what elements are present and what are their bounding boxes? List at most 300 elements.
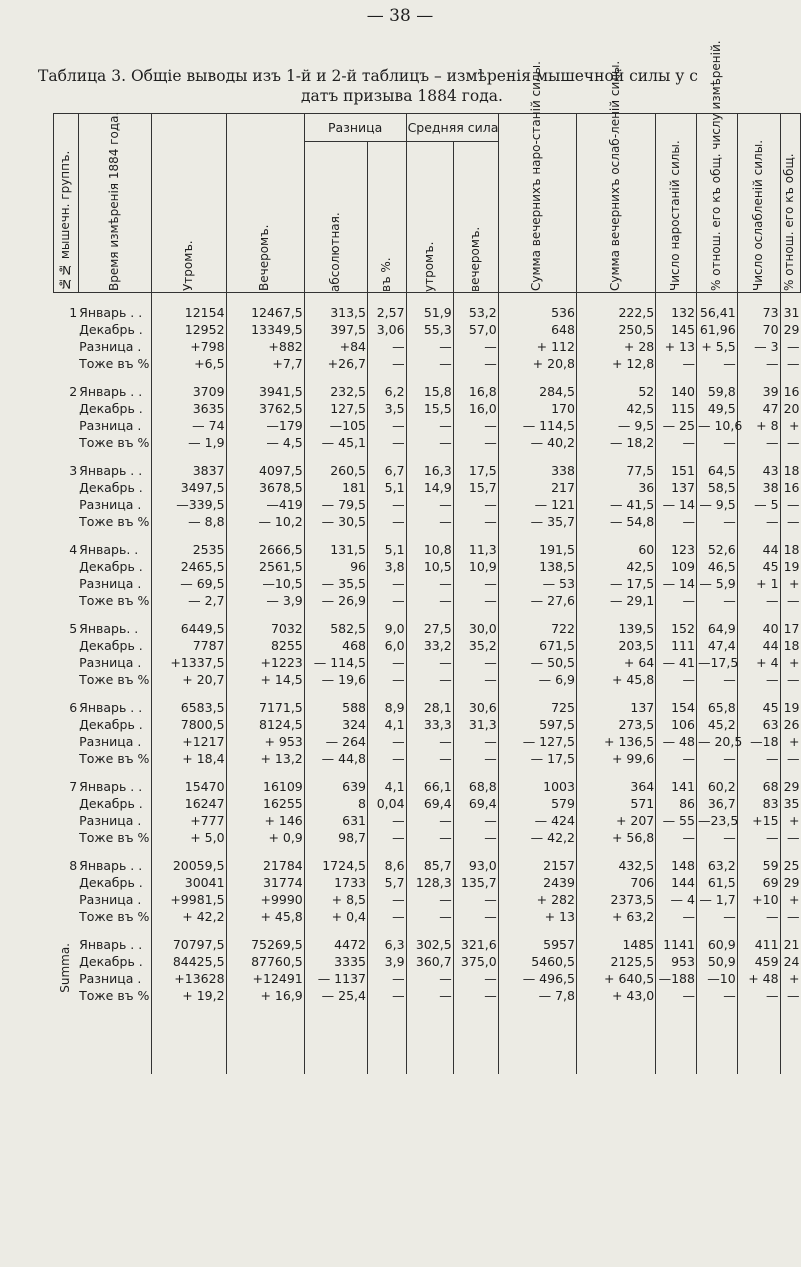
group-number: 8 (69, 858, 78, 873)
cell-value: 21 (780, 936, 800, 953)
cell-value: 19 (780, 558, 800, 575)
cell-value: 1485 (576, 936, 655, 953)
cell-value: — (367, 891, 406, 908)
cell-value: — 69,5 (151, 575, 226, 592)
cell-value: — 424 (498, 812, 576, 829)
cell-value: — 17,5 (498, 750, 576, 767)
cell-value: +10 (737, 891, 780, 908)
group-number (54, 513, 79, 530)
cell-value: + 12,8 (576, 355, 655, 372)
row-label: Тоже въ % (79, 909, 150, 924)
cell-value: 154 (656, 699, 697, 716)
header-group-no: №№ мышечн. группъ. (54, 114, 79, 293)
cell-value: —10,5 (226, 575, 304, 592)
cell-value: 4,1 (367, 716, 406, 733)
cell-value: + 28 (576, 338, 655, 355)
row-label: Тоже въ % (79, 593, 150, 608)
cell-value: + (780, 812, 800, 829)
cell-value: 1724,5 (304, 857, 367, 874)
cell-value: — (367, 987, 406, 1004)
cell-value: 58,5 (696, 479, 737, 496)
cell-value: + 282 (498, 891, 576, 908)
cell-value: — (367, 733, 406, 750)
header-average: Средняя сила (406, 114, 498, 142)
cell-value: 115 (656, 400, 697, 417)
cell-value: — (406, 434, 453, 451)
cell-value: 459 (737, 953, 780, 970)
cell-value: — (780, 513, 800, 530)
row-label: Разница . (79, 892, 142, 907)
cell-value: 123 (656, 541, 697, 558)
group-number (54, 637, 79, 654)
cell-value: 151 (656, 462, 697, 479)
cell-value: — 1,9 (151, 434, 226, 451)
table-caption (38, 66, 778, 106)
cell-value: 2561,5 (226, 558, 304, 575)
cell-value: 360,7 (406, 953, 453, 970)
cell-value: 7032 (226, 620, 304, 637)
cell-value: 6,0 (367, 637, 406, 654)
cell-value: 3,8 (367, 558, 406, 575)
cell-value: — (367, 908, 406, 925)
cell-value: +1217 (151, 733, 226, 750)
cell-value: — (367, 750, 406, 767)
cell-value: — 4 (656, 891, 697, 908)
cell-value: + 1 (737, 575, 780, 592)
cell-value: — 50,5 (498, 654, 576, 671)
cell-value: + 112 (498, 338, 576, 355)
cell-value: 44 (737, 637, 780, 654)
cell-value: — (696, 592, 737, 609)
group-number (54, 874, 79, 891)
cell-value: + 14,5 (226, 671, 304, 688)
cell-value: 148 (656, 857, 697, 874)
cell-value: 321,6 (453, 936, 498, 953)
table-row (54, 936, 801, 953)
cell-value: 84425,5 (151, 953, 226, 970)
cell-value: 16,8 (453, 383, 498, 400)
cell-value: — (696, 750, 737, 767)
page-number: — 38 — (366, 6, 434, 26)
row-label: Январь. . (79, 621, 139, 636)
cell-value: — (780, 592, 800, 609)
group-number (54, 654, 79, 671)
cell-value: — (656, 750, 697, 767)
row-label: Разница . (79, 655, 142, 670)
cell-value: 3635 (151, 400, 226, 417)
cell-value: 127,5 (304, 400, 367, 417)
cell-value: 40 (737, 620, 780, 637)
cell-value: 145 (656, 321, 697, 338)
group-number (54, 829, 79, 846)
cell-value: 8,9 (367, 699, 406, 716)
cell-value: 61,5 (696, 874, 737, 891)
cell-value: — (406, 592, 453, 609)
cell-value: — (656, 592, 697, 609)
cell-value: + 5,5 (696, 338, 737, 355)
cell-value: — (453, 654, 498, 671)
cell-value: — 1137 (304, 970, 367, 987)
cell-value: 4472 (304, 936, 367, 953)
cell-value: — (453, 434, 498, 451)
cell-value: — (453, 812, 498, 829)
cell-value: + 20,7 (151, 671, 226, 688)
row-label: Разница . (79, 339, 142, 354)
cell-value: — 48 (656, 733, 697, 750)
cell-value: — 54,8 (576, 513, 655, 530)
cell-value: + 207 (576, 812, 655, 829)
cell-value: — (656, 908, 697, 925)
group-number (54, 338, 79, 355)
cell-value: 35,2 (453, 637, 498, 654)
cell-value: — 27,6 (498, 592, 576, 609)
cell-value: 75269,5 (226, 936, 304, 953)
cell-value: 3762,5 (226, 400, 304, 417)
cell-value: — 18,2 (576, 434, 655, 451)
row-label: Тоже въ % (79, 514, 150, 529)
cell-value: — 35,5 (304, 575, 367, 592)
cell-value: + 5,0 (151, 829, 226, 846)
row-label: Декабрь . (79, 559, 143, 574)
cell-value: — (453, 970, 498, 987)
row-label: Разница . (79, 497, 142, 512)
cell-value: — 127,5 (498, 733, 576, 750)
cell-value: — (780, 750, 800, 767)
cell-value: 4,1 (367, 778, 406, 795)
cell-value: 639 (304, 778, 367, 795)
cell-value: 21784 (226, 857, 304, 874)
cell-value: 33,2 (406, 637, 453, 654)
cell-value: 3837 (151, 462, 226, 479)
cell-value: 98,7 (304, 829, 367, 846)
cell-value: 648 (498, 321, 576, 338)
group-number (54, 434, 79, 451)
cell-value: — (696, 829, 737, 846)
cell-value: — (367, 496, 406, 513)
table-row (54, 733, 801, 750)
table-row (54, 479, 801, 496)
cell-value: — 41 (656, 654, 697, 671)
table-row (54, 891, 801, 908)
cell-value: 87760,5 (226, 953, 304, 970)
cell-value: — 30,5 (304, 513, 367, 530)
cell-value: — (406, 575, 453, 592)
cell-value: —23,5 (697, 813, 739, 828)
cell-value: —188 (656, 970, 697, 987)
cell-value: + (780, 891, 800, 908)
cell-value: — (406, 891, 453, 908)
header-difference: Разница (304, 114, 406, 142)
cell-value: — (737, 750, 780, 767)
cell-value: — (406, 654, 453, 671)
row-label: Январь . . (79, 858, 143, 873)
row-label: Разница . (79, 576, 142, 591)
cell-value: 1003 (498, 778, 576, 795)
table-row (54, 620, 801, 637)
cell-value: 12154 (151, 304, 226, 321)
cell-value: 15,7 (453, 479, 498, 496)
header-diff-abs: абсолютная. (304, 142, 367, 293)
table-row (54, 417, 801, 434)
cell-value: 59 (737, 857, 780, 874)
header-avg-evening: вечеромъ. (453, 142, 498, 293)
cell-value: — 42,2 (498, 829, 576, 846)
cell-value: 46,5 (696, 558, 737, 575)
cell-value: — (656, 829, 697, 846)
cell-value: + 19,2 (151, 987, 226, 1004)
row-label: Тоже въ % (79, 751, 150, 766)
cell-value: — (780, 908, 800, 925)
cell-value: 6,3 (367, 936, 406, 953)
cell-value: 60 (576, 541, 655, 558)
cell-value: 1733 (304, 874, 367, 891)
cell-value: — (780, 671, 800, 688)
cell-value: + (780, 417, 800, 434)
cell-value: — 8,8 (151, 513, 226, 530)
cell-value: 5957 (498, 936, 576, 953)
cell-value: — (737, 671, 780, 688)
caption-line-1: Таблица 3. Общіе выводы изъ 1-й и 2-й таблицъ – измѣренія мышечной силы у с (38, 67, 698, 85)
cell-value: — (780, 434, 800, 451)
row-label: Декабрь . (79, 954, 143, 969)
cell-value: — (737, 355, 780, 372)
row-label: Тоже въ % (79, 988, 150, 1003)
cell-value: 24 (780, 953, 800, 970)
cell-value: +1337,5 (151, 654, 226, 671)
cell-value: 203,5 (576, 637, 655, 654)
cell-value: — (406, 812, 453, 829)
cell-value: 64,5 (696, 462, 737, 479)
cell-value: — (453, 513, 498, 530)
cell-value: — (406, 417, 453, 434)
cell-value: —105 (304, 417, 367, 434)
group-number (54, 671, 79, 688)
cell-value: 68,8 (453, 778, 498, 795)
cell-value: 44 (737, 541, 780, 558)
cell-value: 50,9 (696, 953, 737, 970)
table-row (54, 383, 801, 400)
cell-value: 65,8 (696, 699, 737, 716)
header-n-loss: Число ослабленій силы. (737, 114, 780, 293)
cell-value: 2125,5 (576, 953, 655, 970)
group-number: 3 (69, 463, 78, 478)
cell-value: 284,5 (498, 383, 576, 400)
cell-value: — (406, 829, 453, 846)
cell-value: 2373,5 (576, 891, 655, 908)
cell-value: — 19,6 (304, 671, 367, 688)
cell-value: 432,5 (576, 857, 655, 874)
cell-value: + 16,9 (226, 987, 304, 1004)
cell-value: 29 (780, 321, 800, 338)
table-row (54, 829, 801, 846)
row-label: Январь. . (79, 542, 139, 557)
cell-value: 38 (737, 479, 780, 496)
cell-value: 17,5 (453, 462, 498, 479)
cell-value: 29 (780, 874, 800, 891)
cell-value: 66,1 (406, 778, 453, 795)
cell-value: — (696, 355, 737, 372)
cell-value: 8255 (226, 637, 304, 654)
cell-value: 39 (737, 383, 780, 400)
cell-value: + 640,5 (576, 970, 655, 987)
row-label: Январь . . (79, 779, 143, 794)
row-label: Декабрь . (79, 796, 143, 811)
cell-value: + 13 (498, 908, 576, 925)
cell-value: 3497,5 (151, 479, 226, 496)
cell-value: 73 (737, 304, 780, 321)
cell-value: — 496,5 (498, 970, 576, 987)
cell-value: 588 (304, 699, 367, 716)
cell-value: 16 (780, 383, 800, 400)
cell-value: 597,5 (498, 716, 576, 733)
cell-value: 18 (780, 541, 800, 558)
cell-value: — 264 (304, 733, 367, 750)
group-number: 7 (69, 779, 78, 794)
group-number (54, 750, 79, 767)
cell-value: 42,5 (576, 558, 655, 575)
cell-value: — 26,9 (304, 592, 367, 609)
cell-value: + 20,8 (498, 355, 576, 372)
cell-value: 59,8 (696, 383, 737, 400)
cell-value: 27,5 (406, 620, 453, 637)
cell-value: — 114,5 (304, 654, 367, 671)
cell-value: 36,7 (696, 795, 737, 812)
cell-value: — 5,9 (696, 575, 737, 592)
cell-value: 338 (498, 462, 576, 479)
cell-value: + 45,8 (576, 671, 655, 688)
cell-value: 260,5 (304, 462, 367, 479)
row-label: Разница . (79, 971, 142, 986)
cell-value: — (453, 829, 498, 846)
cell-value: +798 (151, 338, 226, 355)
table-row (54, 321, 801, 338)
cell-value: — (367, 812, 406, 829)
cell-value: — 7,8 (498, 987, 576, 1004)
table-row (54, 795, 801, 812)
cell-value: 30,6 (453, 699, 498, 716)
cell-value: 31 (780, 304, 800, 321)
cell-value: 3709 (151, 383, 226, 400)
cell-value: 4097,5 (226, 462, 304, 479)
cell-value: 722 (498, 620, 576, 637)
cell-value: + 43,0 (576, 987, 655, 1004)
row-label: Декабрь . (79, 401, 143, 416)
table-row (54, 462, 801, 479)
cell-value: — 74 (151, 417, 226, 434)
cell-value: 16,3 (406, 462, 453, 479)
header-avg-morning: утромъ. (406, 142, 453, 293)
row-label: Январь . . (79, 463, 143, 478)
group-number: 6 (69, 700, 78, 715)
cell-value: 181 (304, 479, 367, 496)
cell-value: +1223 (226, 654, 304, 671)
cell-value: + 4 (737, 654, 780, 671)
cell-value: + 42,2 (151, 908, 226, 925)
cell-value: 30,0 (453, 620, 498, 637)
cell-value: 2439 (498, 874, 576, 891)
cell-value: — 45,1 (304, 434, 367, 451)
cell-value: — 6,9 (498, 671, 576, 688)
cell-value: 43 (737, 462, 780, 479)
cell-value: + (780, 733, 800, 750)
table-row (54, 513, 801, 530)
cell-value: — (737, 987, 780, 1004)
cell-value: 170 (498, 400, 576, 417)
cell-value: 137 (656, 479, 697, 496)
cell-value: 33,3 (406, 716, 453, 733)
row-label: Декабрь . (79, 322, 143, 337)
cell-value: — (453, 575, 498, 592)
cell-value: 3,9 (367, 953, 406, 970)
group-number (54, 479, 79, 496)
table-row (54, 970, 801, 987)
table-row (54, 541, 801, 558)
cell-value: 42,5 (576, 400, 655, 417)
cell-value: — 41,5 (576, 496, 655, 513)
cell-value: — (367, 434, 406, 451)
cell-value: 61,96 (696, 321, 737, 338)
cell-value: — (737, 908, 780, 925)
cell-value: — 25,4 (304, 987, 367, 1004)
cell-value: — 44,8 (304, 750, 367, 767)
header-diff-pct: въ %. (367, 142, 406, 293)
cell-value: 15470 (151, 778, 226, 795)
cell-value: 141 (656, 778, 697, 795)
row-label: Декабрь . (79, 717, 143, 732)
cell-value: + 45,8 (226, 908, 304, 925)
header-n-gain: Число наростаній силы. (656, 114, 697, 293)
cell-value: — 114,5 (498, 417, 576, 434)
cell-value: — 10,2 (226, 513, 304, 530)
cell-value: — (737, 829, 780, 846)
cell-value: 56,41 (696, 304, 737, 321)
cell-value: — (696, 513, 737, 530)
table-row (54, 434, 801, 451)
table-row (54, 874, 801, 891)
cell-value: 131,5 (304, 541, 367, 558)
cell-value: — (453, 417, 498, 434)
cell-value: 70 (737, 321, 780, 338)
table-row (54, 716, 801, 733)
cell-value: 364 (576, 778, 655, 795)
cell-value: +7,7 (226, 355, 304, 372)
cell-value: — (453, 987, 498, 1004)
cell-value: — 5 (737, 496, 780, 513)
cell-value: —10 (696, 970, 737, 987)
table-row (54, 355, 801, 372)
cell-value: 49,5 (696, 400, 737, 417)
cell-value: 35 (780, 795, 800, 812)
cell-value: — (656, 355, 697, 372)
header-period: Время измѣренія 1884 года. (78, 114, 151, 293)
cell-value: +777 (151, 812, 226, 829)
cell-value: 69,4 (406, 795, 453, 812)
cell-value: 52 (576, 383, 655, 400)
cell-value: 45 (737, 558, 780, 575)
cell-value: 25 (780, 857, 800, 874)
cell-value: — (453, 891, 498, 908)
cell-value: — 121 (498, 496, 576, 513)
cell-value: 191,5 (498, 541, 576, 558)
group-number (54, 733, 79, 750)
cell-value: 411 (737, 936, 780, 953)
cell-value: —419 (226, 496, 304, 513)
cell-value: 31774 (226, 874, 304, 891)
cell-value: — (406, 750, 453, 767)
cell-value: — (367, 417, 406, 434)
table-row (54, 857, 801, 874)
cell-value: 3,06 (367, 321, 406, 338)
